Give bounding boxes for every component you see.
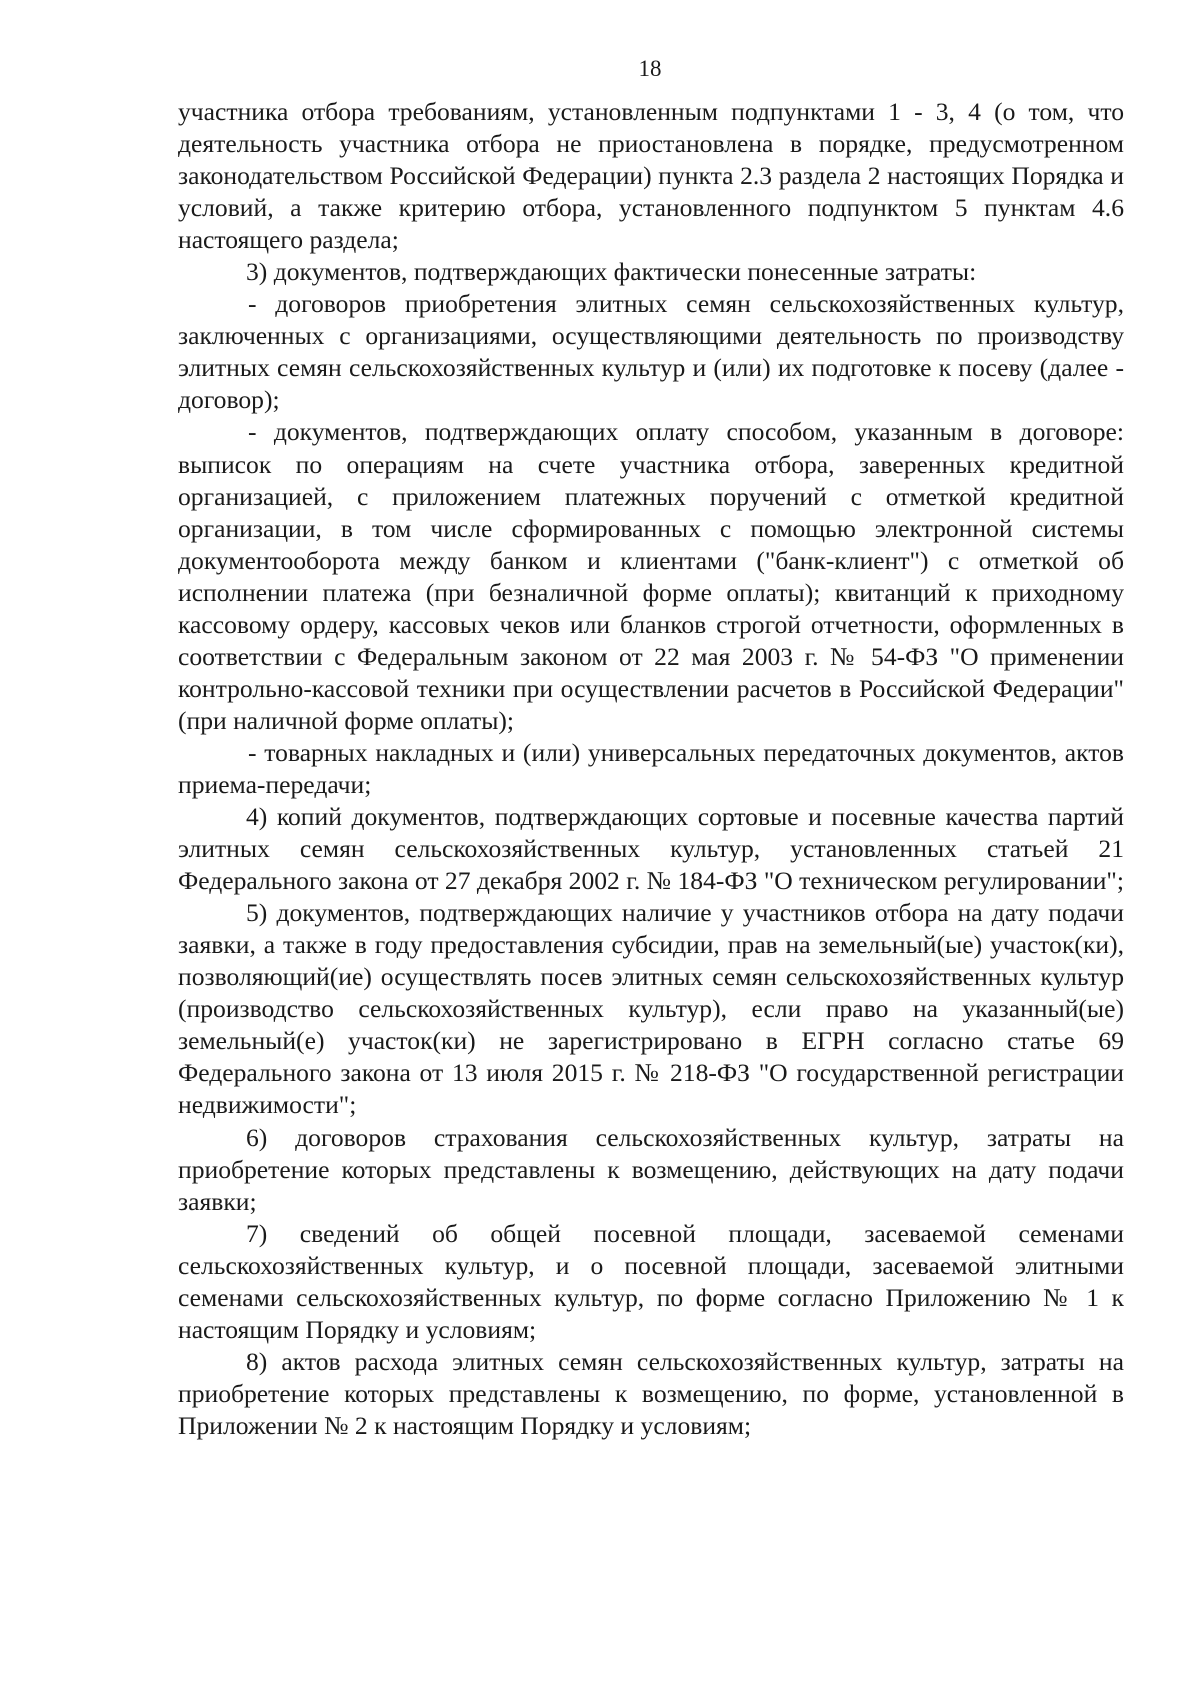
paragraph-item-4: 4) копий документов, подтверждающих сортовые и посевные качества партий элитных семян сельскохозяйственных культур, установленных статьей 21 Федерального закона от 27 декабря 2002 г. № 184-ФЗ "О техническом регулировании"; — [178, 802, 1124, 896]
paragraph-subitem-invoices: - товарных накладных и (или) универсальных передаточных документов, актов приема-передачи; — [178, 737, 1124, 799]
paragraph-item-6: 6) договоров страхования сельскохозяйственных культур, затраты на приобретение которых представлены к возмещению, действующих на дату подачи заявки; — [178, 1122, 1124, 1216]
paragraph-subitem-payment-documents: - документов, подтверждающих оплату способом, указанным в договоре: выписок по операциям на счете участника отбора, заверенных кредитной организацией, с приложением платежных поручений с отметкой кредитной организации, в том числе сформированных с помощью электронной системы документооборота между банком и клиентами ("банк-клиент") с отметкой об исполнении платежа (при безналичной форме оплаты); квитанций к приходному кассовому ордеру, кассовых чеков или бланков строгой отчетности, оформленных в соответствии с Федеральным законом от 22 мая 2003 г. № 54-ФЗ "О применении контрольно-кассовой техники при осуществлении расчетов в Российской Федерации" (при наличной форме оплаты); — [178, 417, 1124, 735]
paragraph-continuation: участника отбора требованиям, установленным подпунктами 1 - 3, 4 (о том, что деятельность участника отбора не приостановлена в порядке, предусмотренном законодательством Российской Федерации) пункта 2.3 раздела 2 настоящих Порядка и условий, а также критерию отбора, установленного подпунктом 5 пунктам 4.6 настоящего раздела; — [178, 97, 1124, 255]
document-body — [178, 96, 1124, 1442]
paragraph-item-3: 3) документов, подтверждающих фактически понесенные затраты: — [246, 257, 977, 287]
paragraph-item-5: 5) документов, подтверждающих наличие у участников отбора на дату подачи заявки, а также в году предоставления субсидии, прав на земельный(ые) участок(ки), позволяющий(ие) осуществлять посев элитных семян сельскохозяйственных культур (производство сельскохозяйственных культур), если право на указанный(ые) земельный(е) участок(ки) не зарегистрировано в ЕГРН согласно статье 69 Федерального закона от 13 июля 2015 г. № 218-ФЗ "О государственной регистрации недвижимости"; — [178, 898, 1124, 1120]
paragraph-subitem-contracts: - договоров приобретения элитных семян сельскохозяйственных культур, заключенных с организациями, осуществляющими деятельность по производству элитных семян сельскохозяйственных культур и (или) их подготовке к посеву (далее - договор); — [178, 289, 1124, 415]
paragraph-item-7: 7) сведений об общей посевной площади, засеваемой семенами сельскохозяйственных культур, и о посевной площади, засеваемой элитными семенами сельскохозяйственных культур, по форме согласно Приложению № 1 к настоящим Порядку и условиям; — [178, 1218, 1124, 1344]
paragraph-item-8: 8) актов расхода элитных семян сельскохозяйственных культур, затраты на приобретение которых представлены к возмещению, по форме, установленной в Приложении № 2 к настоящим Порядку и условиям; — [178, 1346, 1124, 1440]
page-number: 18 — [638, 56, 662, 81]
